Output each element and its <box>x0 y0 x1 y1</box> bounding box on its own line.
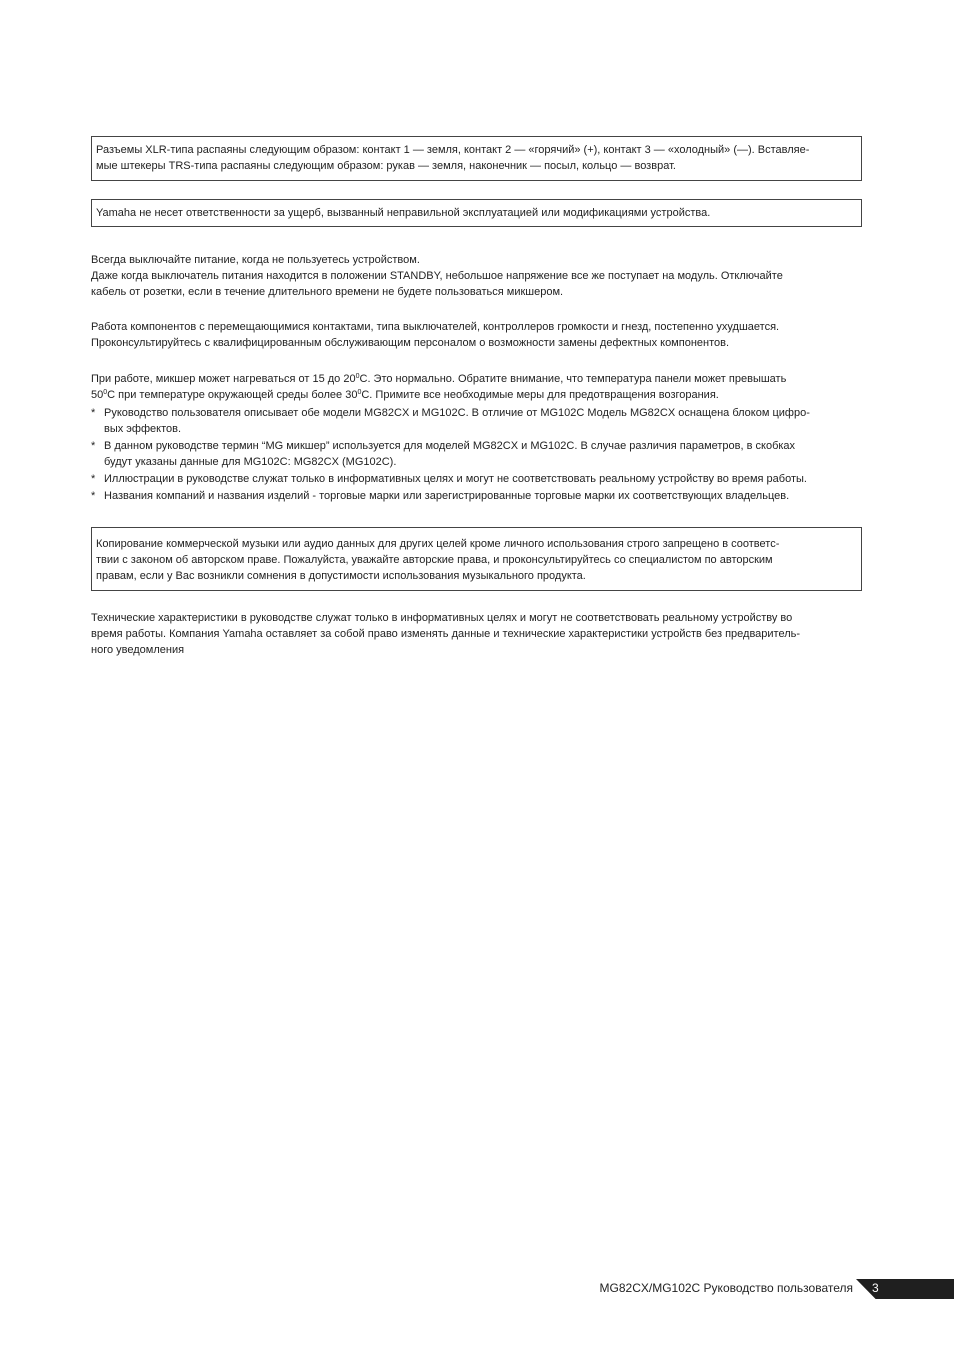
bullet-star: * <box>91 473 96 485</box>
xlr-wiring-line-1: Разъемы XLR-типа распаяны следующим образом: контакт 1 — земля, контакт 2 — «горячий» (+), контакт 3 — «холодный» (—). Вставляе- <box>96 144 810 156</box>
heat-line-2: $50^0С$ при температуре окружающей среды более $30^0С$. Примите все необходимые меры для предотвращения возгорания. <box>91 389 719 401</box>
xlr-wiring-notice-box <box>91 136 862 181</box>
specs-paragraph <box>91 610 862 658</box>
page-number: 3 <box>872 1281 879 1295</box>
copyright-line-3: правам, если у Вас возникли сомнения в допустимости использования музыкального продукта. <box>96 570 586 582</box>
components-paragraph <box>91 319 862 351</box>
heat-line-1: При работе, микшер может нагреваться от 15 до $20^0С$. Это нормально. Обратите внимание, что температура панели может превышать <box>91 373 787 385</box>
footer-manual-title: MG82CX/MG102C Руководство пользователя <box>599 1281 853 1295</box>
copyright-line-1: Копирование коммерческой музыки или аудио данных для других целей кроме личного использования строго запрещено в соответс- <box>96 538 780 550</box>
list-item: * Иллюстрации в руководстве служат только в информативных целях и могут не соответствовать реальному устройству во время работы. <box>91 473 807 485</box>
list-item: * Названия компаний и названия изделий - торговые марки или зарегистрированные торговые марки их соответствующих владельцев. <box>91 490 790 502</box>
components-line-1: Работа компонентов с перемещающимися контактами, типа выключателей, контроллеров громкости и гнезд, постепенно ухудшается. <box>91 321 780 333</box>
components-line-2: Проконсультируйтесь с квалифицированным обслуживающим персоналом о возможности замены дефектных компонентов. <box>91 337 730 349</box>
page-number-tab <box>856 1279 954 1299</box>
notes-list <box>91 405 862 504</box>
list-item: * В данном руководстве термин “MG микшер” используется для моделей MG82CX и MG102C. В случае различия параметров, в скобках будут указаны данные для MG102C: MG82CX (MG102C). <box>91 440 796 468</box>
list-item: * Руководство пользователя описывает обе модели MG82CX и MG102C. В отличие от MG102C Модель MG82CX оснащена блоком цифро- вых эффектов. <box>91 407 810 435</box>
power-line-3: кабель от розетки, если в течение длительного времени не будете пользоваться микшером. <box>91 286 564 298</box>
bullet-star: * <box>91 407 96 419</box>
xlr-wiring-line-2: мые штекеры TRS-типа распаяны следующим образом: рукав — земля, наконечник — посыл, кольцо — возврат. <box>96 160 676 172</box>
power-paragraph <box>91 252 862 300</box>
power-line-1: Всегда выключайте питание, когда не пользуетесь устройством. <box>91 254 420 266</box>
bullet-star: * <box>91 490 96 502</box>
specs-line-3: ного уведомления <box>91 644 185 656</box>
bullet-star: * <box>91 440 96 452</box>
heat-paragraph <box>91 371 862 505</box>
specs-line-1: Технические характеристики в руководстве служат только в информативных целях и могут не соответствовать реальному устройству во <box>91 612 793 624</box>
specs-line-2: время работы. Компания Yamaha оставляет за собой право изменять данные и технические характеристики устройств без предваритель- <box>91 628 801 640</box>
copyright-notice-box <box>91 527 862 591</box>
liability-text: Yamaha не несет ответственности за ущерб, вызванный неправильной эксплуатацией или модификациями устройства. <box>96 207 711 219</box>
power-line-2: Даже когда выключатель питания находится в положении STANDBY, небольшое напряжение все же поступает на модуль. Отключайте <box>91 270 783 282</box>
liability-notice-box <box>91 199 862 227</box>
copyright-line-2: твии с законом об авторском праве. Пожалуйста, уважайте авторские права, и проконсультируйтесь со специалистом по авторским <box>96 554 773 566</box>
